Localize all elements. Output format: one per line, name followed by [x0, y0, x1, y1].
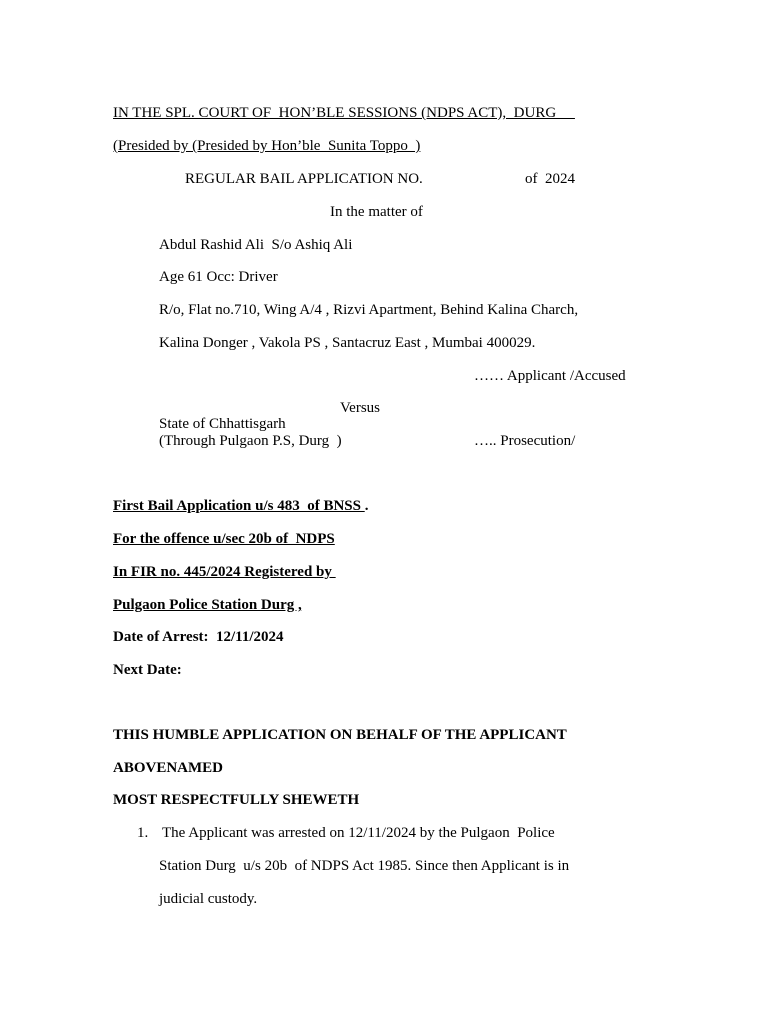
respectfully-sheweth-heading: MOST RESPECTFULLY SHEWETH	[113, 792, 360, 808]
applicant-address-line1: R/o, Flat no.710, Wing A/4 , Rizvi Apartment, Behind Kalina Charch,	[159, 302, 579, 318]
versus-label: Versus	[340, 400, 380, 416]
bail-application-text: First Bail Application u/s 483 of BNSS	[113, 498, 365, 514]
abovenamed-heading: ABOVENAMED	[113, 760, 224, 776]
respondent-name: State of Chhattisgarh	[159, 416, 286, 432]
application-number-label: REGULAR BAIL APPLICATION NO.	[185, 171, 423, 187]
respondent-through: (Through Pulgaon P.S, Durg )	[159, 433, 342, 449]
list-item-line3: judicial custody.	[159, 891, 258, 907]
bail-application-dot: .	[364, 498, 369, 514]
matter-label: In the matter of	[330, 204, 423, 220]
applicant-role: …… Applicant /Accused	[474, 368, 626, 384]
application-year: of 2024	[525, 171, 575, 187]
applicant-address-line2: Kalina Donger , Vakola PS , Santacruz East , Mumbai 400029.	[159, 335, 536, 351]
next-date: Next Date:	[113, 662, 182, 678]
bail-application-line	[113, 498, 368, 515]
arrest-date: Date of Arrest: 12/11/2024	[113, 629, 284, 645]
list-item-line2: Station Durg u/s 20b of NDPS Act 1985. Since then Applicant is in	[159, 858, 570, 874]
presided-by: (Presided by (Presided by Hon’ble Sunita Toppo )	[113, 138, 421, 154]
applicant-name: Abdul Rashid Ali S/o Ashiq Ali	[159, 237, 353, 253]
fir-line: In FIR no. 445/2024 Registered by	[113, 564, 336, 580]
offence-line: For the offence u/sec 20b of NDPS	[113, 531, 335, 547]
court-title: IN THE SPL. COURT OF HON’BLE SESSIONS (NDPS ACT), DURG	[113, 105, 575, 121]
police-station-line: Pulgaon Police Station Durg ,	[113, 597, 302, 613]
list-item-line1: The Applicant was arrested on 12/11/2024 by the Pulgaon Police	[162, 825, 555, 841]
applicant-age: Age 61 Occ: Driver	[159, 269, 278, 285]
humble-application-heading: THIS HUMBLE APPLICATION ON BEHALF OF THE APPLICANT	[113, 727, 567, 743]
respondent-role: ….. Prosecution/	[474, 433, 576, 449]
list-item-number: 1.	[137, 825, 149, 841]
